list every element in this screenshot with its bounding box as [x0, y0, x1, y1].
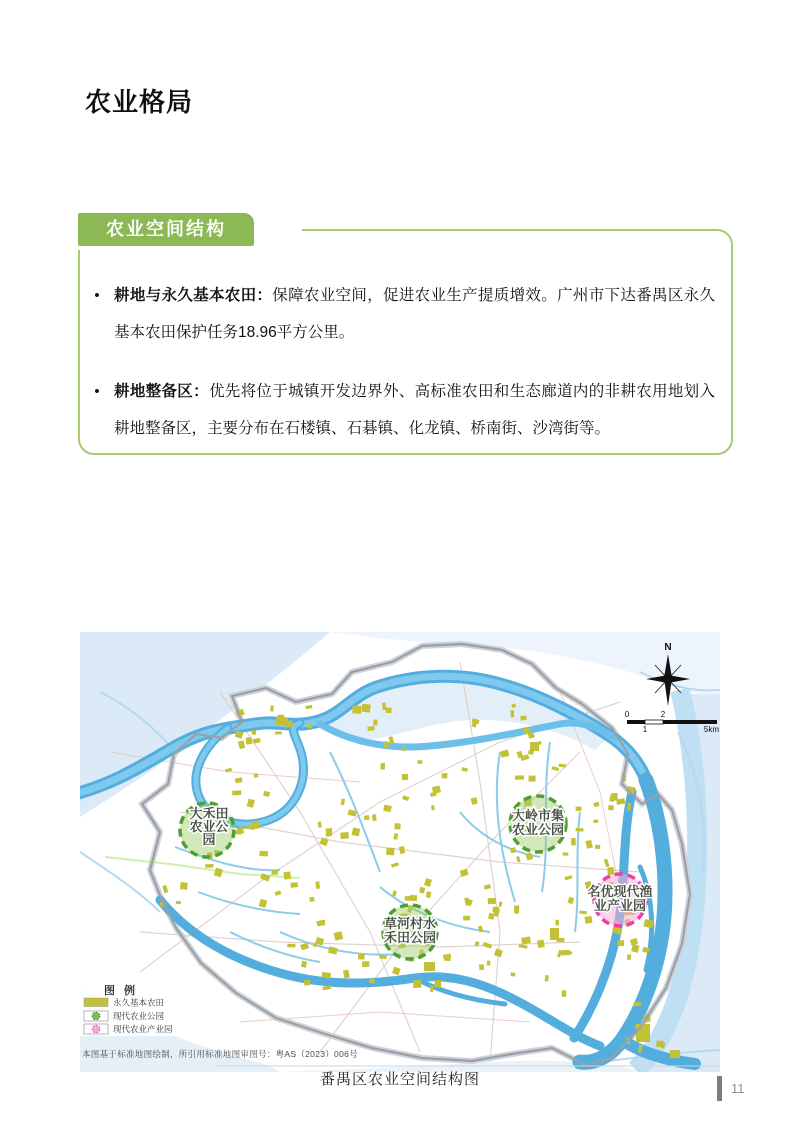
legend-swatch-farmland [84, 998, 108, 1007]
farmland-patch [510, 847, 516, 853]
farmland-patch [617, 940, 624, 946]
farmland-patch [430, 986, 434, 993]
farmland-patch [272, 870, 279, 875]
bullet-item-consolidation [90, 373, 715, 447]
bullet-dot: • [94, 383, 100, 400]
park-label-daling: 大岭市集农业公园 [511, 808, 565, 837]
farmland-patch [176, 901, 181, 904]
park-label-dahetian: 大禾田农业公园 [189, 806, 229, 847]
farmland-patch [608, 867, 615, 875]
farmland-patch [362, 704, 371, 713]
farmland-patch [463, 916, 470, 921]
scale-1: 1 [642, 725, 648, 734]
farmland-patch [369, 978, 375, 984]
farmland-patch [611, 793, 618, 801]
farmland-patch [487, 961, 490, 966]
legend-icon-pink-circle [92, 1025, 100, 1033]
farmland-patch-large [670, 1050, 680, 1058]
farmland-patch [322, 972, 332, 979]
bullet-label: 耕地整备区： [114, 383, 209, 400]
map-source-note: 本图基于标准地图绘制，所引用标准地图审图号：粤AS（2023）006号 [82, 1049, 358, 1059]
legend-label-industry-park: 现代农业产业园 [113, 1024, 173, 1034]
farmland-patch-large [424, 962, 435, 971]
farmland-patch [562, 852, 568, 855]
scale-0: 0 [624, 710, 630, 719]
farmland-patch [307, 724, 312, 729]
map-caption: 番禺区农业空间结构图 [319, 1071, 480, 1088]
farmland-patch [362, 961, 369, 967]
farmland-patch [576, 807, 582, 811]
bullet-text [114, 373, 715, 447]
farmland-patch [180, 882, 188, 890]
farmland-patch [246, 737, 253, 745]
page-number-bar [717, 1076, 722, 1101]
bullet-dot: • [94, 287, 100, 304]
farmland-patch [386, 848, 394, 856]
farmland-patch [593, 819, 598, 823]
farmland-patch [410, 895, 417, 901]
farmland-patch [290, 882, 298, 888]
bullet-body: 保障农业空间，促进农业生产提质增效。广州市下达番禺区永久基本农田保护任务18.96平方公里。 [114, 287, 715, 341]
farmland-patch [394, 823, 400, 829]
farmland-patch [352, 706, 361, 714]
bullet-label: 耕地与永久基本农田： [114, 287, 273, 304]
park-label-fishery: 名优现代渔业产业园 [587, 884, 653, 913]
farmland-patch [515, 775, 524, 779]
farmland-patch [372, 814, 377, 821]
park-label-caohe: 草河村水禾田公园 [383, 916, 437, 945]
farmland-patch [402, 774, 409, 780]
section-badge: 农业空间结构 [78, 213, 254, 246]
info-box [78, 229, 733, 455]
farmland-patch [510, 710, 514, 717]
farmland-patch [287, 944, 295, 948]
map-figure [80, 632, 720, 1072]
farmland-patch [514, 906, 519, 914]
legend-label-farmland: 永久基本农田 [113, 997, 165, 1008]
farmland-patch [373, 719, 377, 725]
bullet-item-farmland [90, 277, 715, 351]
farmland-patch [386, 708, 392, 713]
farmland-patch-large [636, 1024, 650, 1042]
farmland-patch [417, 760, 422, 764]
farmland-patch [528, 776, 535, 782]
farmland-patch [236, 830, 242, 834]
page-title: 农业格局 [85, 87, 194, 117]
farmland-patch [608, 805, 614, 810]
farmland-patch [304, 980, 311, 986]
farmland-patch [595, 845, 600, 849]
farmland-patch [254, 773, 259, 777]
legend-icon-green-circle [92, 1012, 100, 1020]
farmland-patch-large [276, 718, 288, 725]
farmland-patch [442, 773, 448, 778]
farmland-patch [380, 763, 385, 770]
north-label: N [664, 642, 672, 653]
farmland-patch [556, 920, 559, 926]
farmland-patch [364, 815, 370, 820]
farmland-patch [205, 864, 213, 868]
scale-5km: 5km [703, 725, 719, 734]
page-number-value: 11 [731, 1081, 745, 1096]
farmland-patch [340, 832, 349, 839]
bullet-body: 优先将位于城镇开发边界外、高标准农田和生态廊道内的非耕农用地划入耕地整备区，主要分布在石楼镇、石碁镇、化龙镇、桥南街、沙湾街等。 [114, 383, 715, 437]
farmland-patch [479, 964, 484, 970]
farmland-patch [562, 990, 567, 997]
legend-label-agri-park: 现代农业公园 [113, 1011, 165, 1021]
map-legend [80, 982, 190, 1036]
farmland-patch [275, 731, 282, 734]
farmland-patch [571, 838, 576, 845]
farmland-patch [585, 916, 593, 924]
farmland-patch [251, 730, 256, 735]
farmland-patch [309, 897, 314, 902]
farmland-patch [384, 741, 389, 748]
scale-2: 2 [660, 710, 666, 719]
section-badge-wrap [78, 213, 302, 250]
page-number [717, 1076, 745, 1101]
farmland-patch [656, 1041, 663, 1047]
farmland-patch [413, 980, 421, 988]
farmland-patch [402, 747, 405, 752]
legend-title: 图 例 [104, 985, 139, 997]
farmland-patch [326, 828, 332, 836]
farmland-patch [435, 980, 442, 988]
bullet-text [114, 277, 715, 351]
farmland-patch [321, 920, 325, 926]
farmland-patch-large [530, 742, 539, 751]
farmland-patch [575, 828, 583, 832]
farmland-patch-large [550, 928, 559, 940]
farmland-patch [316, 881, 320, 889]
farmland-patch [431, 805, 435, 810]
farmland-patch [259, 851, 268, 857]
farmland-patch [358, 954, 365, 960]
farmland-patch [627, 954, 631, 960]
farmland-patch [488, 898, 496, 904]
farmland-patch [270, 706, 274, 712]
farmland-patch [232, 790, 241, 795]
farmland-patch [284, 871, 292, 879]
farmland-patch [644, 919, 654, 928]
agriculture-map [80, 632, 720, 1072]
